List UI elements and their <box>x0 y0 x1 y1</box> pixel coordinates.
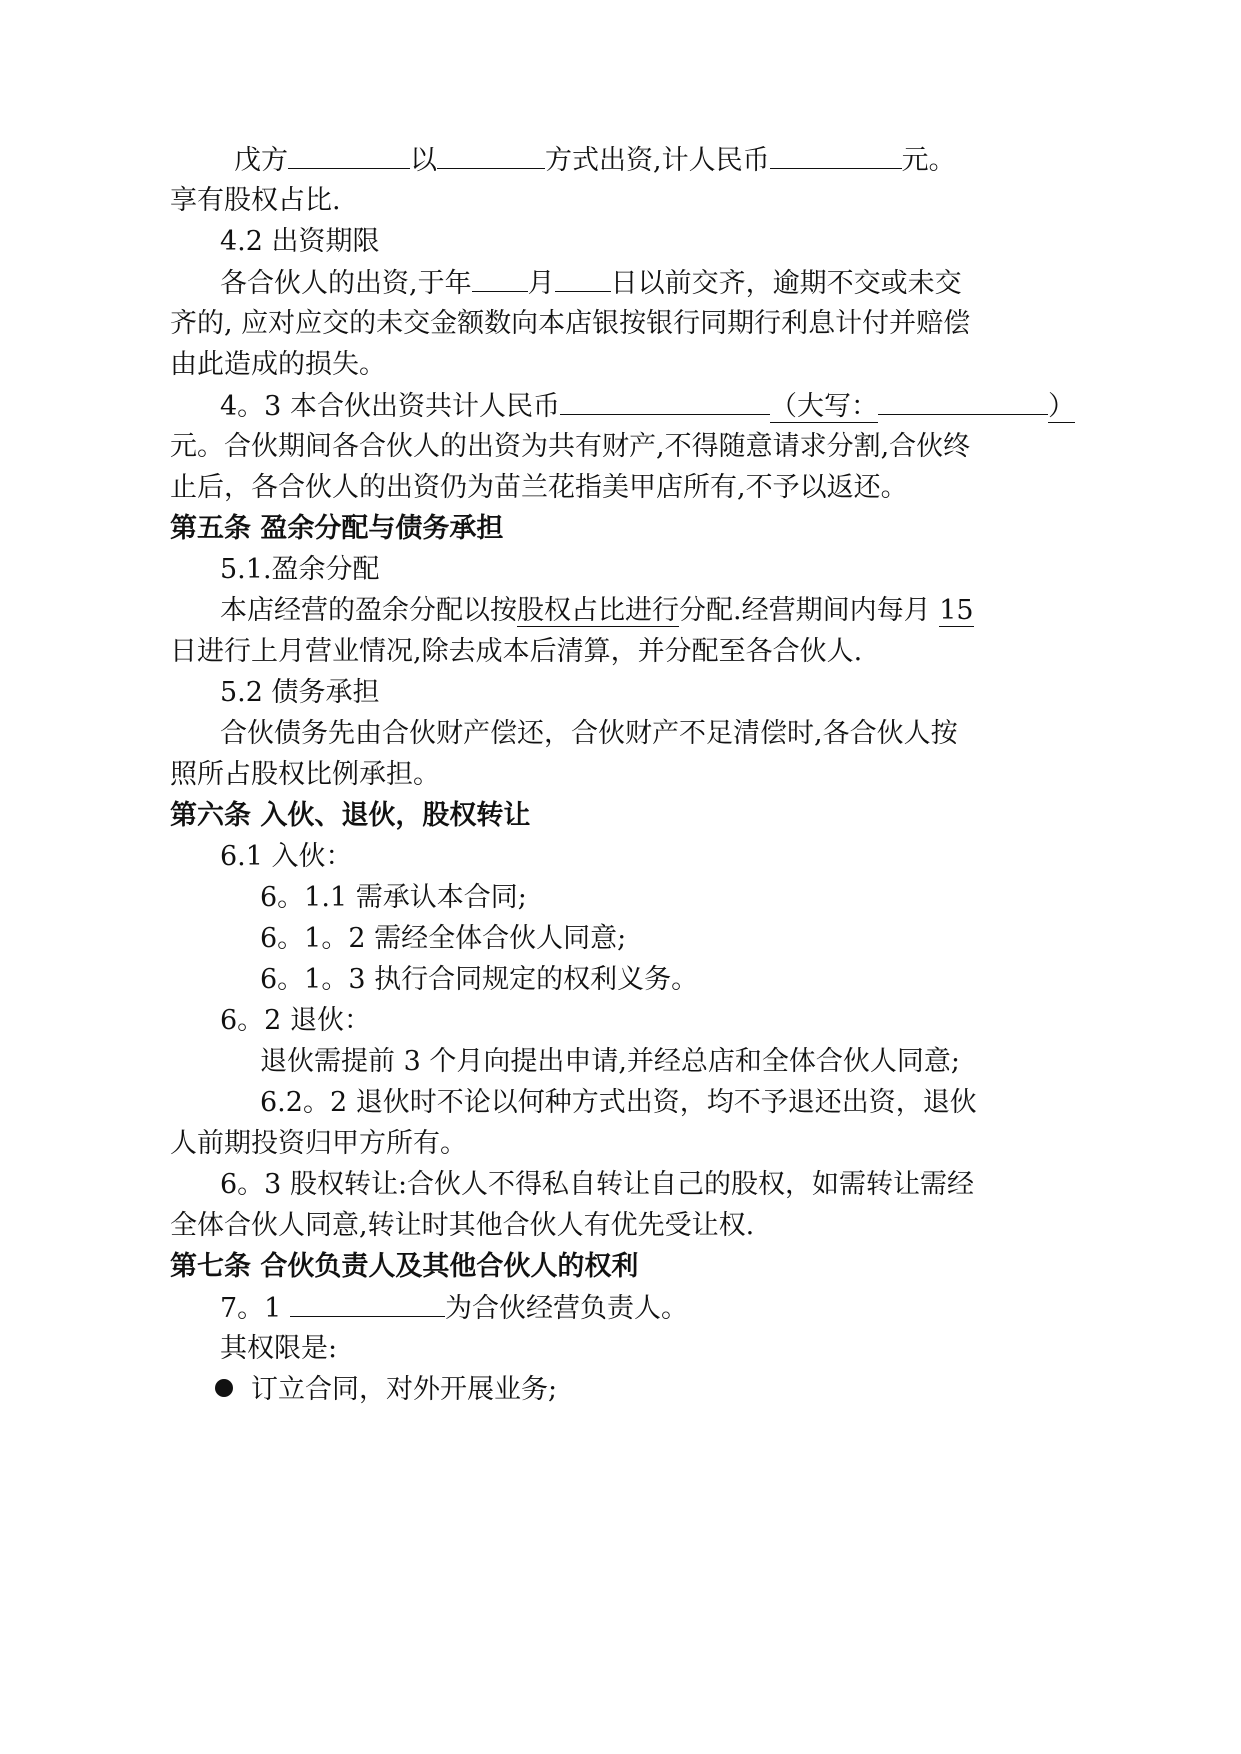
blank-field <box>290 1290 445 1317</box>
text-line: 其权限是: <box>220 1333 338 1364</box>
subsection-title: 5.1.盈余分配 <box>220 554 380 585</box>
text-line: 退伙需提前 3 个月向提出申请,并经总店和全体合伙人同意; <box>260 1046 961 1077</box>
blank-field <box>878 388 1048 415</box>
line-manager: 7。1 为合伙经营负责人。 <box>220 1290 688 1326</box>
subsection-title: 4.2 出资期限 <box>220 226 380 257</box>
text-line: 6。1。2 需经全体合伙人同意; <box>260 923 627 954</box>
bullet-item: 订立合同，对外开展业务; <box>215 1372 557 1408</box>
text-line: 照所占股权比例承担。 <box>170 759 440 790</box>
bullet-icon <box>215 1379 233 1397</box>
text-line: 人前期投资归甲方所有。 <box>170 1128 467 1159</box>
text-line: 日进行上月营业情况,除去成本后清算，并分配至各合伙人. <box>170 636 863 667</box>
blank-field <box>472 265 528 292</box>
text-line: 6。1。3 执行合同规定的权利义务。 <box>260 964 699 995</box>
blank-field <box>555 265 611 292</box>
text-line: 6。1.1 需承认本合同; <box>260 882 527 913</box>
section-heading-6: 第六条 入伙、退伙，股权转让 <box>170 800 531 831</box>
text-line: 全体合伙人同意,转让时其他合伙人有优先受让权. <box>170 1210 755 1241</box>
subsection-title: 6.1 入伙： <box>220 841 353 872</box>
section-heading-5: 第五条 盈余分配与债务承担 <box>170 513 504 544</box>
subsection-title: 6。2 退伙： <box>220 1005 371 1036</box>
line-wufang: 戊方 以 方式出资,计人民币 元。 <box>234 142 956 178</box>
blank-field <box>770 142 902 169</box>
text-line: 元。合伙期间各合伙人的出资为共有财产,不得随意请求分割,合伙终 <box>170 431 971 462</box>
text-line: 享有股权占比. <box>170 185 341 216</box>
text-line: 止后，各合伙人的出资仍为苗兰花指美甲店所有,不予以返还。 <box>170 472 908 503</box>
line-deadline: 各合伙人的出资,于年 月 日以前交齐，逾期不交或未交 <box>220 265 962 301</box>
blank-field <box>437 142 545 169</box>
subsection-title: 5.2 债务承担 <box>220 677 380 708</box>
section-heading-7: 第七条 合伙负责人及其他合伙人的权利 <box>170 1251 639 1282</box>
text-line: 齐的, 应对应交的未交金额数向本店银按银行同期行利息计付并赔偿 <box>170 308 971 339</box>
blank-field <box>288 142 410 169</box>
text-line: 合伙债务先由合伙财产偿还，合伙财产不足清偿时,各合伙人按 <box>220 718 958 749</box>
text-line: 6.2。2 退伙时不论以何种方式出资，均不予退还出资，退伙 <box>260 1087 977 1118</box>
blank-field <box>560 388 770 415</box>
line-total-capital: 4。3 本合伙出资共计人民币 （大写： ） <box>220 388 1075 424</box>
line-profit-distribution: 本店经营的盈余分配以按股权占比进行分配.经营期间内每月 15 <box>220 595 974 626</box>
text-line: 由此造成的损失。 <box>170 349 386 380</box>
text-line: 6。3 股权转让:合伙人不得私自转让自己的股权，如需转让需经 <box>220 1169 975 1200</box>
